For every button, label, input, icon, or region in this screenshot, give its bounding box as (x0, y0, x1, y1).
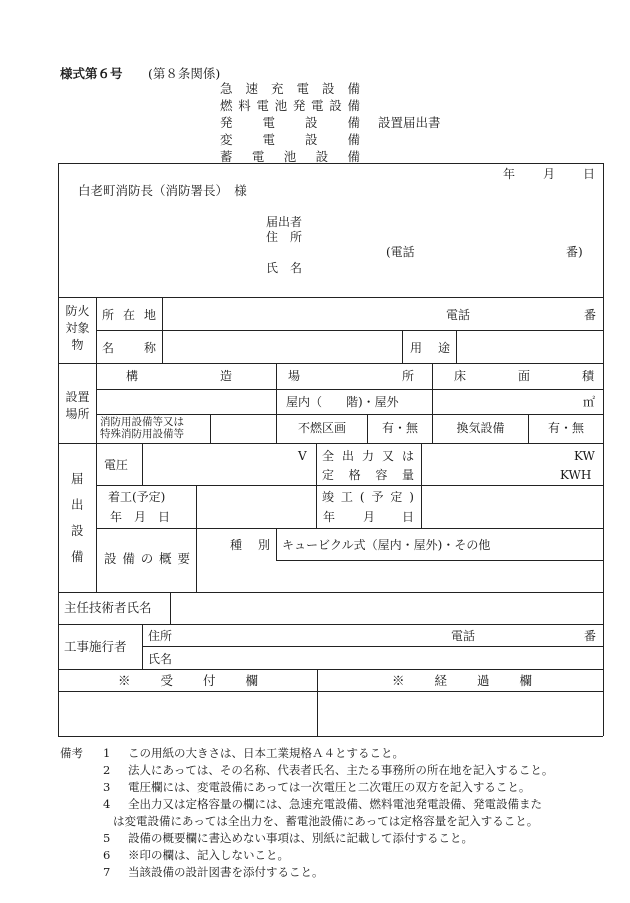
indoor-outdoor-option: 屋内（ 階)・屋外 (286, 395, 399, 409)
complete-label: 竣工(予定) (322, 490, 414, 504)
output-label-2: 定格容量 (322, 468, 414, 482)
note-text: 設備の概要欄に書込めない事項は、別紙に記載して添付すること。 (128, 831, 473, 845)
progress-column-label: ※ 経 過 欄 (392, 673, 532, 688)
fire-equipment-label: 消防用設備等又は 特殊消防用設備等 (100, 416, 184, 441)
location-label: 所在地 (102, 308, 156, 322)
notes-title: 備考 (60, 746, 83, 760)
note-number: 2 (103, 763, 111, 777)
note-text: 全出力又は定格容量の欄には、急速充電設備、燃料電池発電設備、発電設備また (128, 797, 542, 811)
equipment-type: 蓄電池設備 (220, 149, 360, 164)
equipment-type: 燃料電池発電設備 (220, 98, 360, 113)
note-text: ※印の欄は、記入しないこと。 (128, 848, 289, 862)
note-text: 当該設備の設計図書を添付すること。 (128, 865, 324, 879)
engineer-label: 主任技術者氏名 (64, 600, 152, 615)
place-label: 場所 (288, 369, 414, 383)
output-label: 全出力又は (322, 449, 414, 463)
note-text: 法人にあっては、その名称、代表者氏名、主たる事務所の所在地を記入すること。 (128, 763, 554, 777)
note-text: は変電設備にあっては全出力を、蓄電池設備にあっては定格容量を記入すること。 (113, 814, 539, 828)
ventilation-label: 換気設備 (456, 421, 505, 435)
noncombustible-yes-no: 有・無 (381, 421, 418, 435)
date-day: 日 (583, 167, 596, 181)
notifier-phone-label: (電話 (386, 245, 415, 259)
structure-label: 構造 (126, 369, 232, 383)
fire-target-phone-label: 電話 (446, 308, 471, 322)
note-number: 6 (103, 848, 111, 862)
equipment-label-char: 届 (71, 471, 84, 486)
complete-year: 年 (323, 510, 336, 524)
voltage-label: 電圧 (104, 458, 129, 472)
overview-label: 設備の概要 (104, 551, 190, 566)
installation-place-label: 設置 場所 (65, 390, 90, 421)
start-label: 着工(予定) (108, 490, 166, 504)
date-year: 年 (503, 167, 516, 181)
noncombustible-label: 不燃区画 (297, 421, 346, 435)
equipment-type: 発電設備 (220, 115, 360, 130)
form-title: 設置届出書 (378, 115, 441, 130)
type-value: キュービクル式（屋内・屋外)・その他 (282, 538, 491, 552)
start-date: 年 月 日 (110, 510, 171, 524)
equipment-label-char: 備 (71, 549, 84, 564)
name-label: 名称 (102, 341, 156, 355)
contractor-name-label: 氏名 (148, 652, 173, 666)
article-reference: (第８条関係) (148, 66, 221, 81)
note-text: 電圧欄には、変電設備にあっては一次電圧と二次電圧の双方を記入すること。 (128, 780, 531, 794)
ventilation-yes-no: 有・無 (547, 421, 584, 435)
date-month: 月 (543, 167, 556, 181)
unit-kwh: KWH (560, 468, 592, 482)
equipment-type: 変電設備 (220, 132, 360, 147)
fire-target-phone-suffix: 番 (584, 308, 597, 322)
note-number: 4 (103, 797, 111, 811)
notifier-phone-suffix: 番) (566, 245, 583, 259)
area-unit: ㎡ (583, 395, 596, 409)
voltage-unit: V (298, 449, 307, 463)
addressee: 白老町消防長（消防署長） 様 (78, 183, 247, 198)
notifier-name-label: 氏 名 (266, 261, 303, 275)
contractor-phone-label: 電話 (451, 629, 476, 643)
note-number: 3 (103, 780, 111, 794)
note-text: この用紙の大きさは、日本工業規格Ａ４とすること。 (128, 746, 404, 760)
floor-area-label: 床面積 (454, 369, 594, 383)
form-number: 様式第６号 (60, 66, 123, 81)
equipment-type: 急速充電設備 (220, 81, 360, 96)
contractor-label: 工事施行者 (64, 639, 127, 654)
contractor-phone-suffix: 番 (584, 629, 597, 643)
notifier-label: 届出者 (266, 215, 303, 229)
equipment-label-char: 設 (71, 523, 84, 538)
complete-day: 日 (402, 510, 415, 524)
note-number: 5 (103, 831, 111, 845)
type-label: 種別 (230, 538, 270, 552)
note-number: 7 (103, 865, 111, 879)
equipment-label-char: 出 (71, 497, 84, 512)
notifier-address-label: 住 所 (266, 230, 303, 244)
reception-column-label: ※ 受 付 欄 (118, 673, 258, 688)
use-label: 用途 (410, 341, 450, 355)
complete-month: 月 (363, 510, 376, 524)
contractor-address-label: 住所 (148, 629, 173, 643)
note-number: 1 (103, 746, 111, 760)
unit-kw: KW (574, 449, 595, 463)
fire-target-label: 防火 対象 物 (65, 304, 90, 352)
